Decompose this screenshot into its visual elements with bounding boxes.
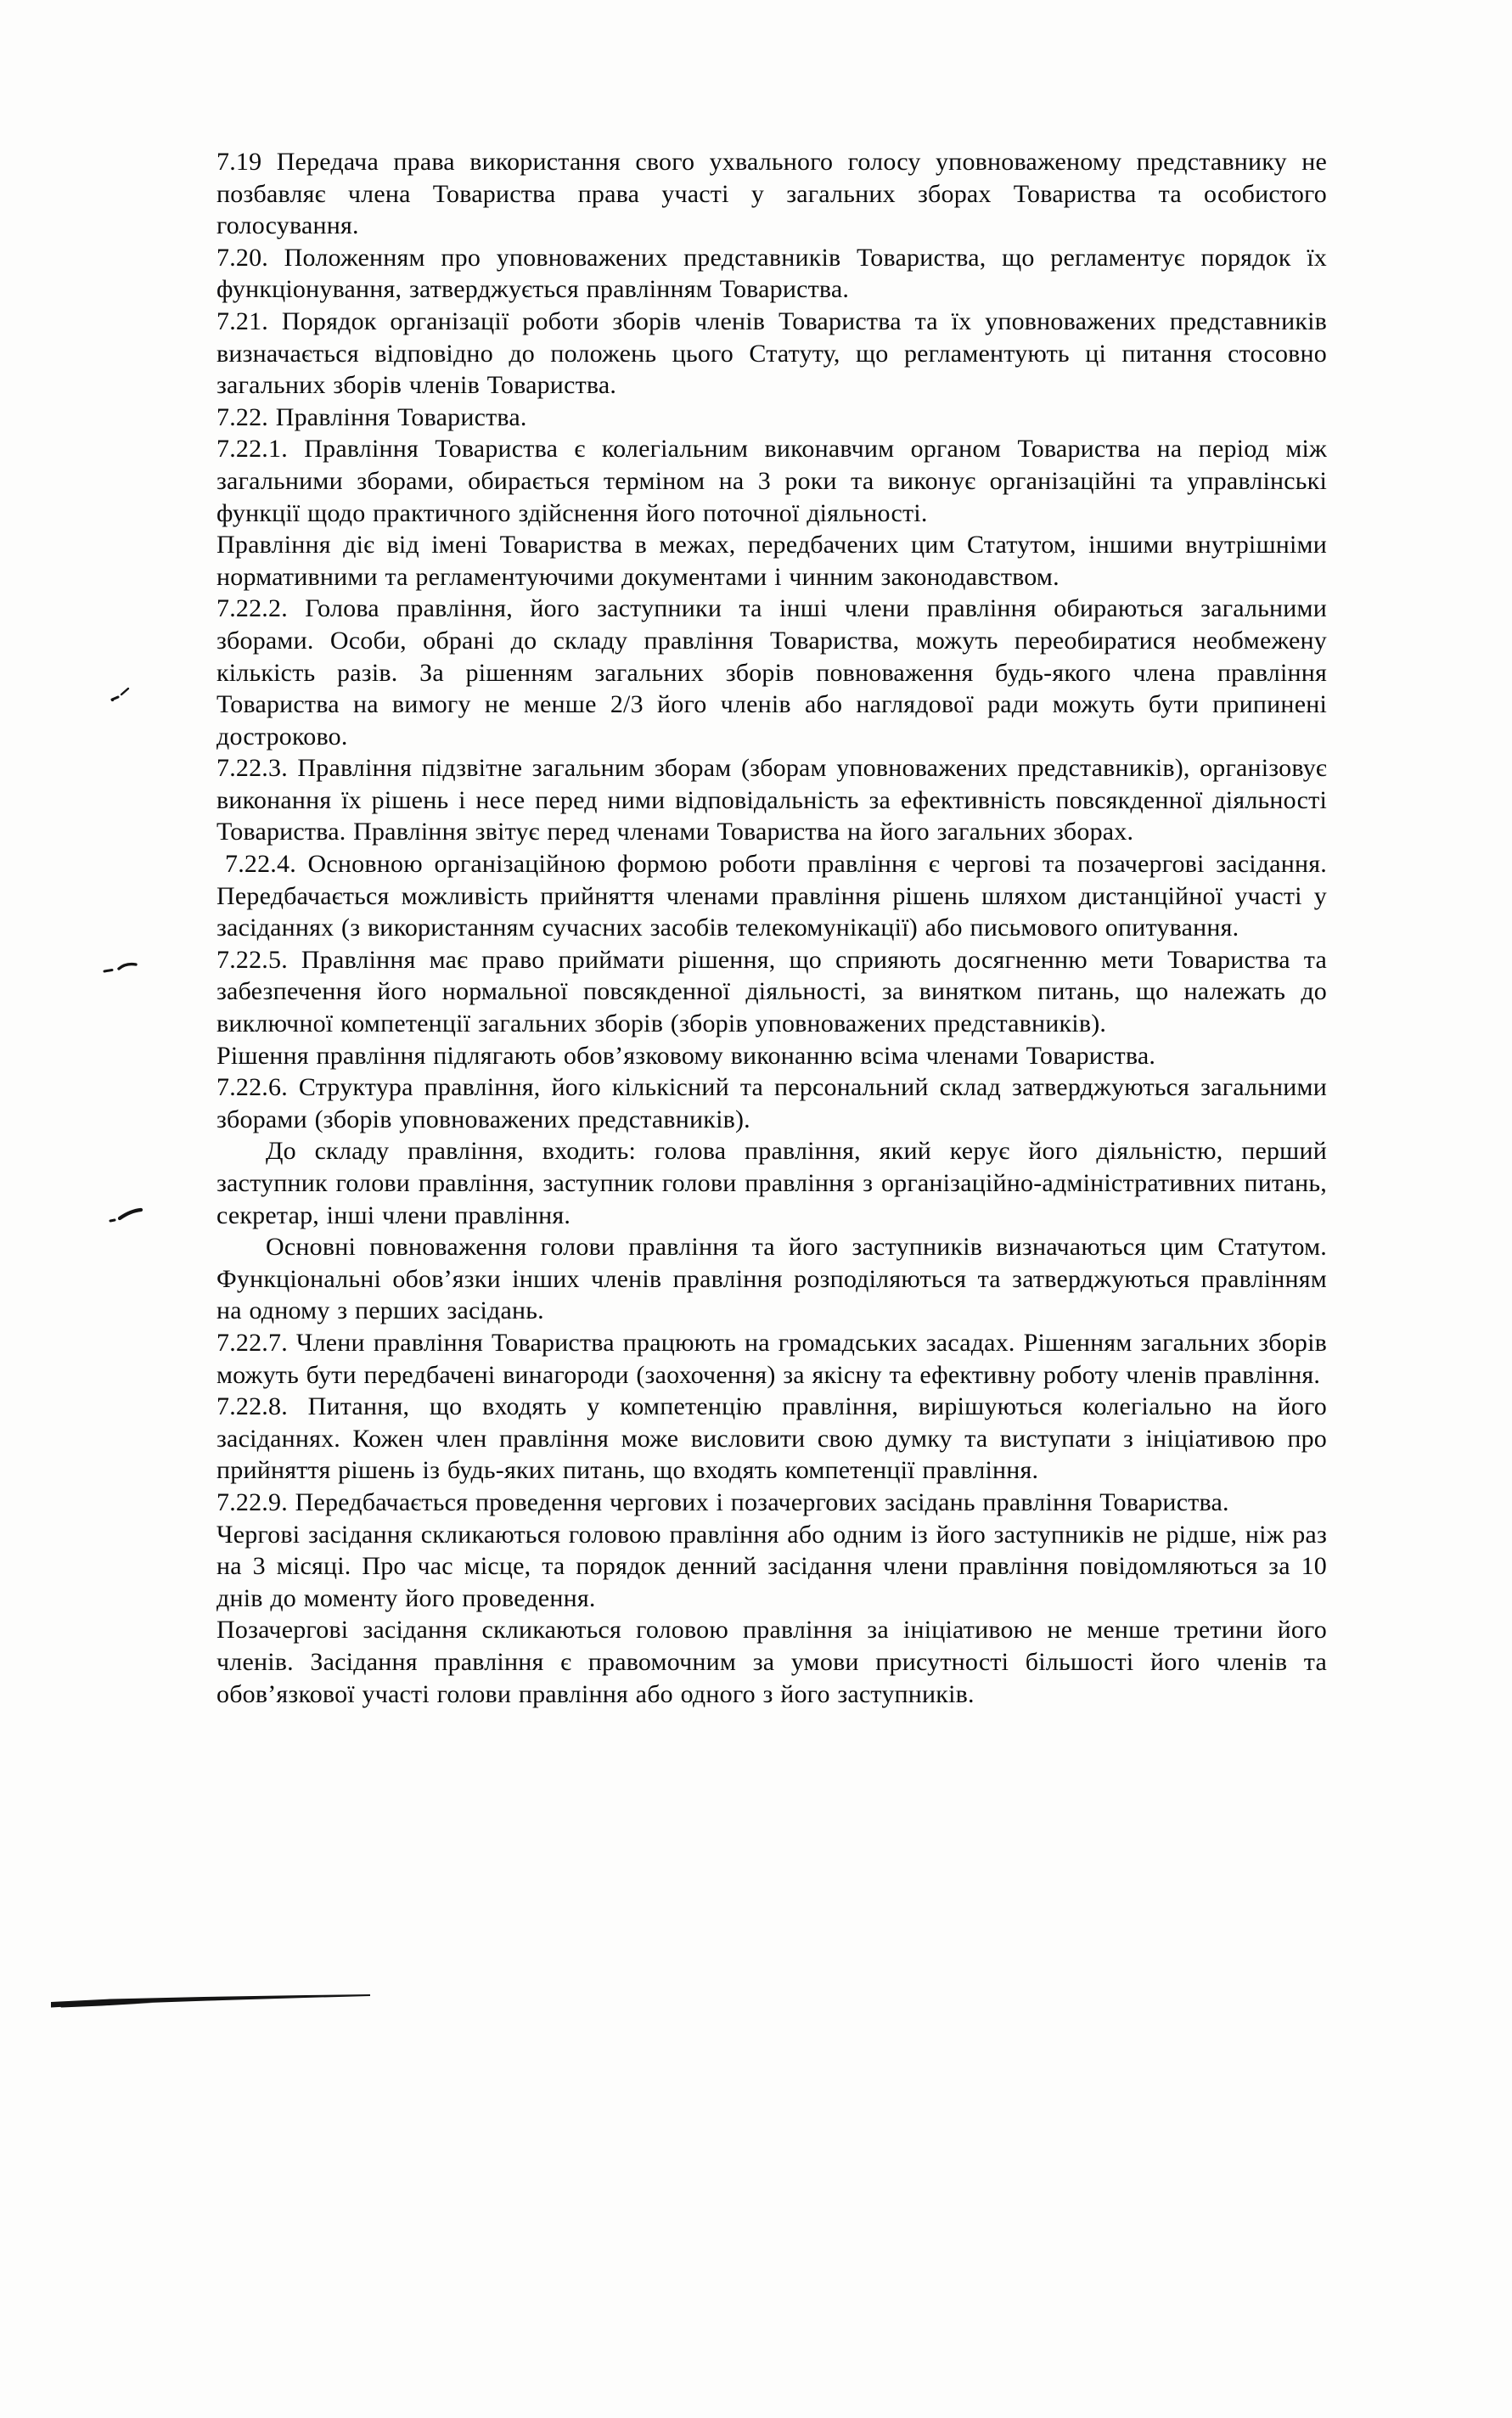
pen-mark-icon	[107, 683, 141, 704]
paragraph-7-21: 7.21. Порядок організації роботи зборів членів Товариства та їх уповноважених представників визначається відповідно до положень цього Статуту, що регламентують ці питання стосовно загальних зборів членів Товариства.	[216, 306, 1327, 400]
paragraph-7-22-5: 7.22.5. Правління має право приймати рішення, що сприяють досягненню мети Товариства та забезпечення його нормальної повсякденної діяльності, за винятком питань, що належать до виключної компетенції загальних зборів (зборів уповноважених представників).	[216, 945, 1327, 1038]
paragraph-7-22-6c: Основні повноваження голови правління та його заступників визначаються цим Статутом. Функціональні обов’язки інших членів правління розподіляються та затверджуються правлінням на одному з перших засідань.	[216, 1233, 1327, 1325]
pen-mark-icon	[102, 958, 136, 978]
statute-text-block	[216, 146, 1327, 1710]
paragraph-7-22-5b: Рішення правління підлягають обов’язковому виконанню всіма членами Товариства.	[216, 1041, 1156, 1070]
paragraph-7-22-8: 7.22.8. Питання, що входять у компетенцію правління, вирішуються колегіально на його засіданнях. Кожен член правління може висловити свою думку та виступати з ініціативою про прийняття рішень із будь-яких питань, що входять компетенції правління.	[216, 1392, 1327, 1485]
paragraph-7-22-9b: Чергові засідання скликаються головою правління або одним із його заступників не рідше, ніж раз на 3 місяці. Про час місце, та порядок денний засідання члени правління повідомляються за 10 днів до моменту його проведення.	[216, 1520, 1327, 1612]
paragraph-7-22-9c: Позачергові засідання скликаються головою правління за ініціативою не менше третини його членів. Засідання правління є правомочним за умови присутності більшості його членів та обов’язкової участі голови правління або одного з його заступників.	[216, 1616, 1327, 1708]
footer-ink-line	[51, 1993, 372, 2010]
paragraph-7-20: 7.20. Положенням про уповноважених представників Товариства, що регламентує порядок їх функціонування, затверджується правлінням Товариства.	[216, 243, 1327, 304]
pen-mark-icon	[107, 1204, 141, 1224]
paragraph-7-22-1b: Правління діє від імені Товариства в межах, передбачених цим Статутом, іншими внутрішніми нормативними та регламентуючими документами і чинним законодавством.	[216, 531, 1327, 591]
paragraph-7-22-2: 7.22.2. Голова правління, його заступники та інші члени правління обираються загальними зборами. Особи, обрані до складу правління Товариства, можуть переобиратися необмежену кількість разів. За рішенням загальних зборів повноваження будь-якого члена правління Товариства на вимогу не менше 2/3 його членів або наглядової ради можуть бути припинені достроково.	[216, 594, 1327, 751]
paragraph-7-22: 7.22. Правління Товариства.	[216, 402, 527, 431]
paragraph-7-22-6: 7.22.6. Структура правління, його кількісний та персональний склад затверджуються загальними зборами (зборів уповноважених представників).	[216, 1073, 1327, 1133]
paragraph-7-22-3: 7.22.3. Правління підзвітне загальним зборам (зборам уповноважених представників), організовує виконання їх рішень і несе перед ними відповідальність за ефективність повсякденної діяльності Товариства. Правління звітує перед членами Товариства на його загальних зборах.	[216, 754, 1327, 846]
paragraph-7-22-1: 7.22.1. Правління Товариства є колегіальним виконавчим органом Товариства на період між загальними зборами, обирається терміном на 3 роки та виконує організаційні та управлінські функції щодо практичного здійснення його поточної діяльності.	[216, 435, 1327, 527]
paragraph-7-22-4: 7.22.4. Основною організаційною формою роботи правління є чергові та позачергові засідання. Передбачається можливість прийняття членами правління рішень шляхом дистанційної участі у засіданнях (з використанням сучасних засобів телекомунікації) або письмового опитування.	[216, 850, 1327, 942]
paragraph-7-22-6b: До складу правління, входить: голова правління, який керує його діяльністю, перший заступник голови правління, заступник голови правління з організаційно-адміністративних питань, секретар, інші члени правління.	[216, 1137, 1327, 1229]
paragraph-7-19: 7.19 Передача права використання свого ухвального голосу уповноваженому представнику не позбавляє члена Товариства права участі у загальних зборах Товариства та особистого голосування.	[216, 148, 1327, 240]
paragraph-7-22-9: 7.22.9. Передбачається проведення чергових і позачергових засідань правління Товариства.	[216, 1487, 1229, 1516]
paragraph-7-22-7: 7.22.7. Члени правління Товариства працюють на громадських засадах. Рішенням загальних зборів можуть бути передбачені винагороди (заохочення) за якісну та ефективну роботу членів правління.	[216, 1328, 1327, 1389]
